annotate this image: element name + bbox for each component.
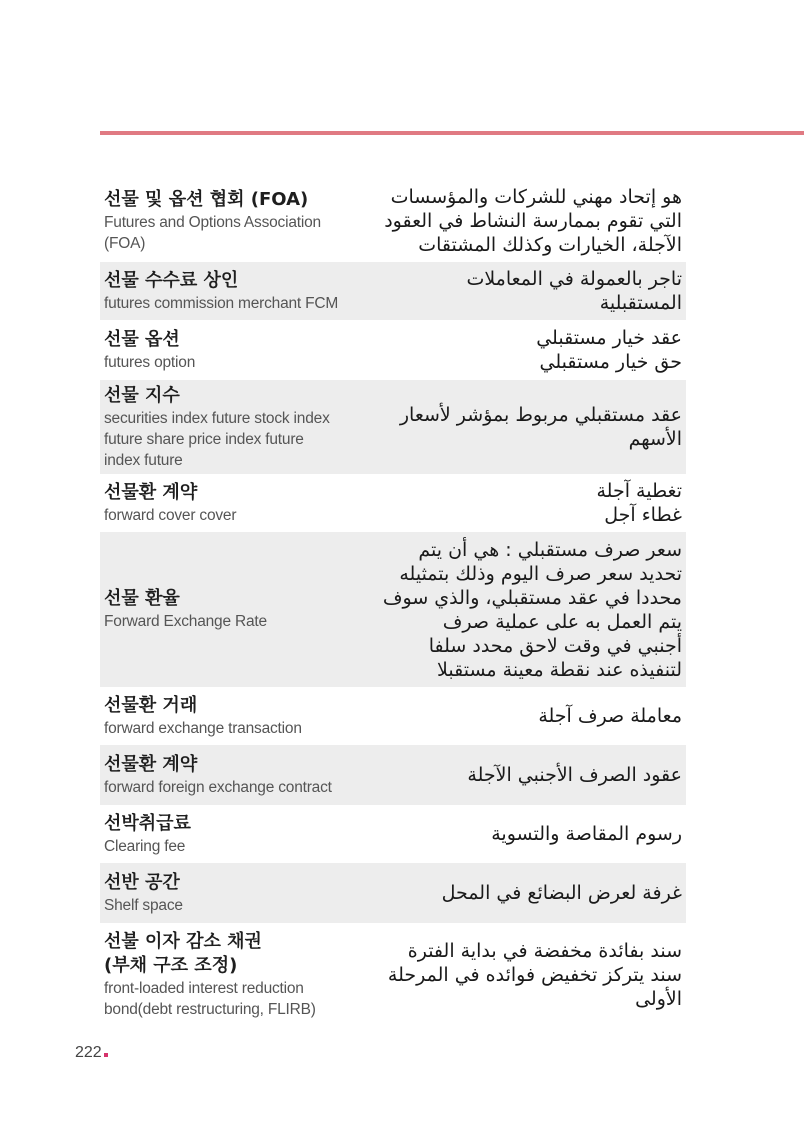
korean-term: 선불 이자 감소 채권 (부채 구조 조정) — [104, 931, 262, 976]
english-term: front-loaded interest reduction bond(debt restructuring, FLIRB) — [104, 980, 316, 1018]
korean-term: 선반 공간 — [104, 871, 180, 893]
korean-term: 선물 및 옵션 협회 (FOA) — [104, 188, 309, 210]
arabic-definition: غرفة لعرض البضائع في المحل — [441, 882, 682, 904]
page-dot-icon — [104, 1053, 108, 1057]
glossary-row — [100, 474, 686, 532]
arabic-definition: رسوم المقاصة والتسوية — [491, 823, 682, 845]
english-term: futures commission merchant FCM — [104, 294, 339, 312]
arabic-definition: عقود الصرف الأجنبي الآجلة — [467, 764, 682, 786]
english-term: futures option — [104, 353, 196, 371]
term-cell — [104, 481, 362, 526]
glossary-row — [100, 745, 686, 805]
korean-term: 선물 환율 — [104, 588, 180, 609]
korean-term: 선물 옵션 — [104, 328, 180, 350]
glossary-row — [100, 923, 686, 1027]
korean-term: 선물 지수 — [104, 384, 180, 406]
glossary-row — [100, 262, 686, 320]
glossary-row — [100, 687, 686, 745]
korean-term: 선물환 거래 — [104, 694, 198, 716]
korean-term: 선박취급료 — [104, 812, 191, 834]
arabic-definition: تاجر بالعمولة في المعاملات المستقبلية — [466, 268, 682, 314]
term-cell — [104, 812, 362, 857]
korean-term: 선물환 계약 — [104, 753, 198, 775]
arabic-definition: تغطية آجلة غطاء آجل — [596, 480, 682, 526]
glossary-row — [100, 532, 686, 687]
korean-term: 선물환 계약 — [104, 481, 198, 503]
english-term: forward foreign exchange contract — [104, 778, 332, 796]
arabic-definition: سند بفائدة مخفضة في بداية الفترة سند يتركز تخفيض فوائده في المرحلة الأولى — [387, 940, 682, 1010]
english-term: Forward Exchange Rate — [104, 613, 267, 630]
term-cell — [104, 269, 362, 314]
arabic-definition: عقد مستقبلي مربوط بمؤشر لأسعار الأسهم — [399, 404, 682, 450]
term-cell — [104, 587, 362, 632]
arabic-definition: معاملة صرف آجلة — [538, 705, 682, 727]
english-term: Futures and Options Association (FOA) — [104, 213, 321, 252]
english-term: forward cover cover — [104, 506, 237, 524]
term-cell — [104, 328, 362, 373]
arabic-definition: سعر صرف مستقبلي : هي أن يتم تحديد سعر صرف اليوم وذلك بتمثيله محددا في عقد مستقبلي، والذي سوف يتم العمل به على عملية صرف أجنبي في وقت لاحق محدد سلفا لتنفيذه عند نقطة معينة مستقبلا — [382, 538, 682, 681]
page-number — [75, 1044, 108, 1062]
arabic-definition: عقد خيار مستقبلي حق خيار مستقبلي — [536, 327, 682, 373]
term-cell — [104, 930, 362, 1020]
english-term: forward exchange transaction — [104, 719, 302, 737]
page-number-text: 222 — [75, 1044, 102, 1061]
term-cell — [104, 694, 362, 739]
term-cell — [104, 188, 362, 254]
english-term: securities index future stock index future share price index future index future — [104, 409, 330, 469]
top-rule — [100, 131, 804, 135]
korean-term: 선물 수수료 상인 — [104, 269, 239, 291]
english-term: Shelf space — [104, 896, 183, 914]
term-cell — [104, 871, 362, 916]
english-term: Clearing fee — [104, 837, 186, 855]
glossary-table — [100, 179, 686, 1027]
term-cell — [104, 753, 362, 798]
glossary-row — [100, 863, 686, 923]
glossary-row — [100, 805, 686, 863]
arabic-definition: هو إتحاد مهني للشركات والمؤسسات التي تقوم بممارسة النشاط في العقود الآجلة، الخيارات وكذلك المشتقات — [384, 185, 682, 256]
glossary-row — [100, 320, 686, 380]
glossary-row — [100, 380, 686, 474]
glossary-row — [100, 179, 686, 262]
term-cell — [104, 384, 362, 471]
